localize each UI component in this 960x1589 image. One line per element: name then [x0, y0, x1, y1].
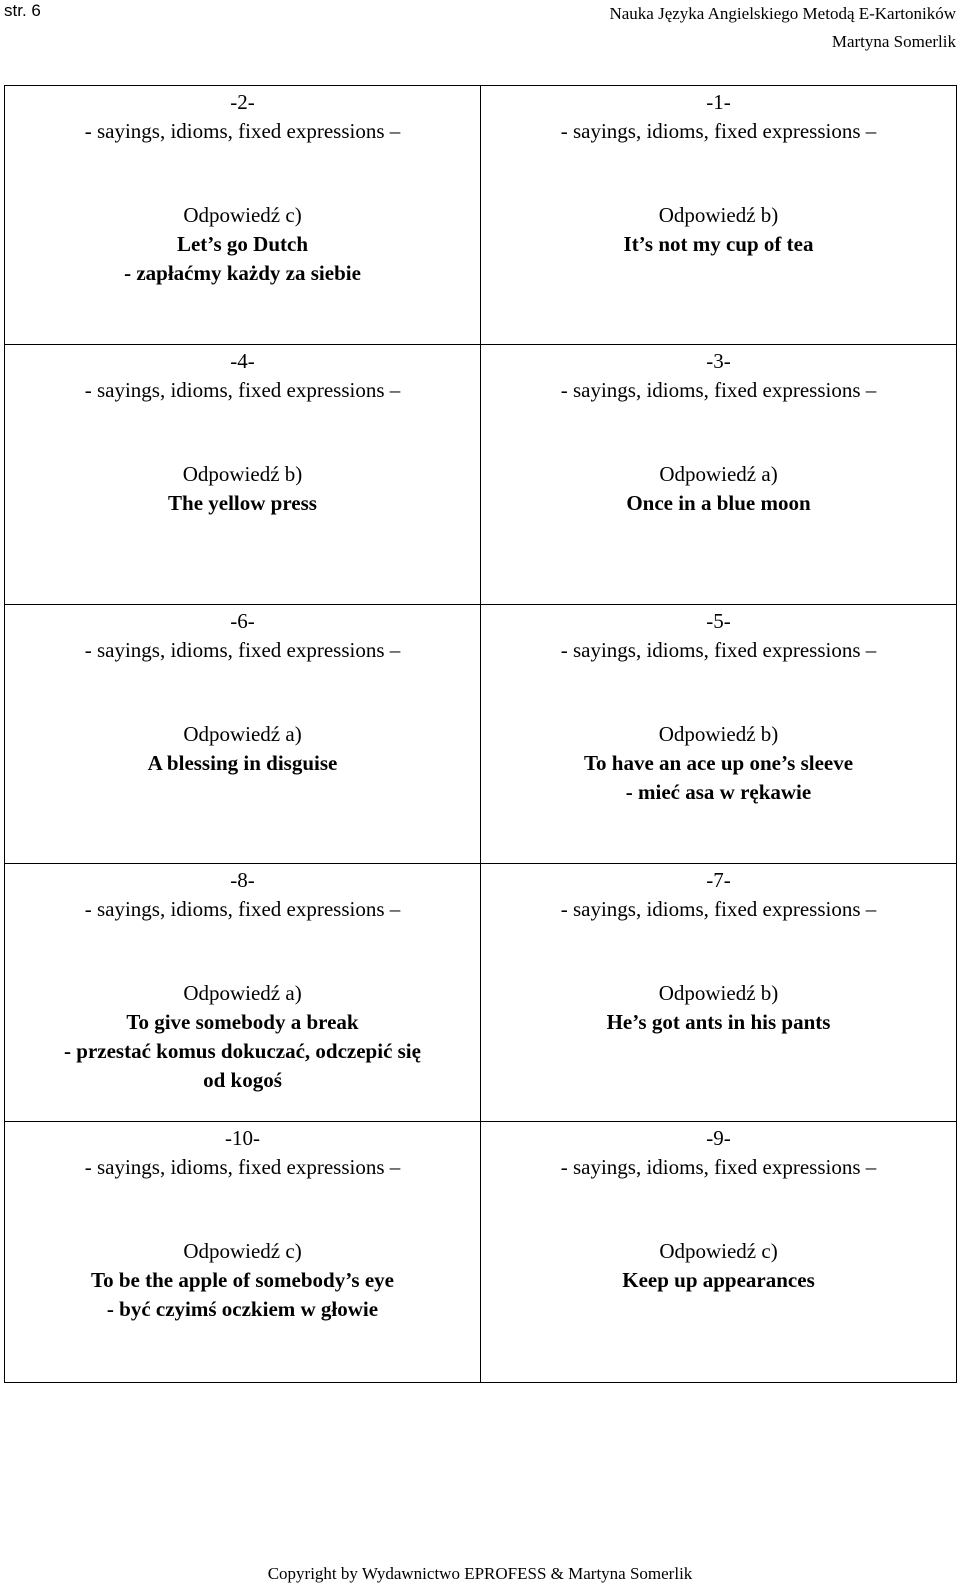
card-answer: Odpowiedź c) — [659, 1239, 778, 1263]
card-category: - sayings, idioms, fixed expressions – — [560, 378, 877, 402]
card-number: -7- — [706, 868, 731, 892]
card-category: - sayings, idioms, fixed expressions – — [560, 119, 877, 143]
flashcard-grid — [4, 85, 957, 1383]
flashcard-8 — [5, 864, 481, 1122]
page-number: str. 6 — [4, 1, 41, 20]
flashcard-4 — [5, 345, 481, 605]
card-category: - sayings, idioms, fixed expressions – — [84, 378, 401, 402]
card-phrase: Once in a blue moon — [626, 491, 811, 515]
flashcard-2 — [5, 86, 481, 345]
book-title: Nauka Języka Angielskiego Metodą E-Kartoników — [609, 4, 956, 23]
page-header — [609, 0, 956, 56]
card-number: -9- — [706, 1126, 731, 1150]
card-translation-continued: od kogoś — [203, 1068, 282, 1092]
card-category: - sayings, idioms, fixed expressions – — [84, 638, 401, 662]
card-answer: Odpowiedź c) — [183, 1239, 302, 1263]
card-category: - sayings, idioms, fixed expressions – — [84, 119, 401, 143]
card-phrase: The yellow press — [168, 491, 317, 515]
flashcard-3 — [481, 345, 957, 605]
card-phrase: It’s not my cup of tea — [623, 232, 814, 256]
card-translation: - być czyimś oczkiem w głowie — [106, 1297, 379, 1321]
card-phrase: To give somebody a break — [126, 1010, 359, 1034]
card-number: -4- — [230, 349, 255, 373]
card-phrase: A blessing in disguise — [147, 751, 338, 775]
author-name: Martyna Somerlik — [831, 32, 956, 51]
card-answer: Odpowiedź b) — [658, 981, 779, 1005]
card-category: - sayings, idioms, fixed expressions – — [560, 897, 877, 921]
card-number: -1- — [706, 90, 731, 114]
card-number: -5- — [706, 609, 731, 633]
card-number: -3- — [706, 349, 731, 373]
card-answer: Odpowiedź b) — [658, 722, 779, 746]
card-answer: Odpowiedź a) — [183, 722, 302, 746]
card-number: -2- — [230, 90, 255, 114]
card-number: -6- — [230, 609, 255, 633]
card-phrase: Keep up appearances — [622, 1268, 815, 1292]
card-translation: - zapłaćmy każdy za siebie — [124, 261, 361, 285]
card-phrase: To have an ace up one’s sleeve — [583, 751, 854, 775]
flashcard-7 — [481, 864, 957, 1122]
card-phrase: To be the apple of somebody’s eye — [91, 1268, 394, 1292]
flashcard-1 — [481, 86, 957, 345]
card-category: - sayings, idioms, fixed expressions – — [84, 897, 401, 921]
flashcard-6 — [5, 605, 481, 864]
card-answer: Odpowiedź b) — [182, 462, 303, 486]
card-translation: - mieć asa w rękawie — [625, 780, 812, 804]
card-translation: - przestać komus dokuczać, odczepić się — [64, 1039, 421, 1063]
card-answer: Odpowiedź a) — [183, 981, 302, 1005]
flashcard-5 — [481, 605, 957, 864]
card-answer: Odpowiedź a) — [659, 462, 778, 486]
copyright-footer: Copyright by Wydawnictwo EPROFESS & Martyna Somerlik — [267, 1564, 693, 1583]
flashcard-10 — [5, 1122, 481, 1383]
card-category: - sayings, idioms, fixed expressions – — [84, 1155, 401, 1179]
card-category: - sayings, idioms, fixed expressions – — [560, 1155, 877, 1179]
card-phrase: He’s got ants in his pants — [606, 1010, 831, 1034]
card-number: -10- — [225, 1126, 260, 1150]
card-category: - sayings, idioms, fixed expressions – — [560, 638, 877, 662]
card-phrase: Let’s go Dutch — [176, 232, 309, 256]
card-number: -8- — [230, 868, 255, 892]
flashcard-9 — [481, 1122, 957, 1383]
card-answer: Odpowiedź b) — [658, 203, 779, 227]
card-answer: Odpowiedź c) — [183, 203, 302, 227]
